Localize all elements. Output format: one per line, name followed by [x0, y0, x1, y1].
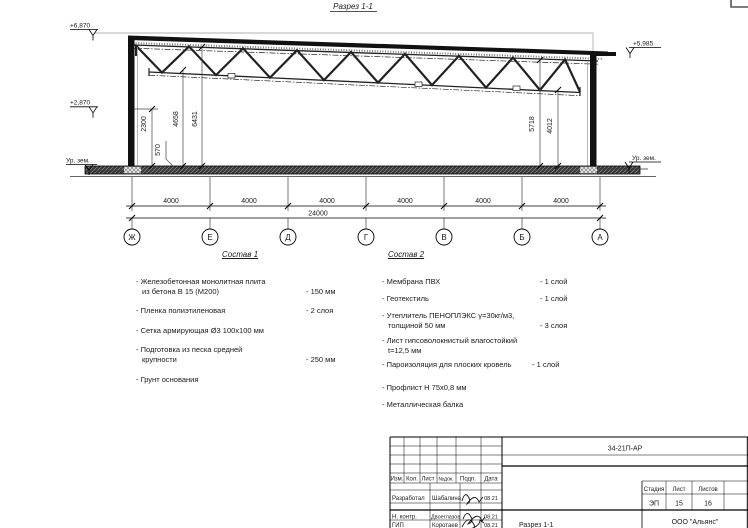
list-item-value: - 1 слой	[532, 360, 560, 369]
list-item-line: - Металлическая балка	[382, 400, 464, 409]
axis-label: Е	[207, 233, 213, 242]
list-item-value: - 150 мм	[306, 286, 336, 296]
axis-label: В	[441, 233, 447, 242]
elevation-label: +6,870	[70, 22, 91, 30]
tb-date: 08.21	[484, 496, 498, 502]
bay-dim-label: 4000	[553, 198, 569, 205]
bay-dim-label: 4000	[397, 198, 413, 205]
list-item-line: - Подготовка из песка средней	[136, 345, 243, 354]
sheet-value: 15	[675, 500, 683, 508]
list-item	[382, 277, 568, 287]
signature	[463, 513, 485, 524]
tb-date: 08.21	[484, 523, 498, 528]
list-item	[382, 400, 463, 410]
composition2-title: Состав 2	[388, 250, 425, 259]
tb-col-data: Дата	[484, 476, 498, 483]
list-item	[136, 306, 334, 316]
axis-label: Д	[285, 233, 291, 242]
list-item	[136, 326, 264, 336]
list-item-line: - Профлист Н 75х0,8 мм	[382, 383, 467, 392]
list-item-value: - 250 мм	[306, 354, 336, 364]
stage-label: Стадия	[643, 487, 665, 493]
elevation-label: +5,985	[633, 40, 654, 48]
elevation-mark-top-left	[70, 23, 98, 41]
titleblock	[390, 437, 748, 528]
list-item-line: - Грунт основания	[136, 375, 199, 384]
bay-dim-label: 4000	[319, 198, 335, 205]
tb-date: 08.21	[484, 514, 498, 521]
floor-slab	[70, 166, 656, 177]
list-item-line: - Лист гипсоволокнистый влагостойкий	[382, 336, 518, 345]
sheet-corner-mark	[731, 0, 748, 7]
list-item	[382, 294, 568, 304]
section-title	[330, 2, 377, 12]
total-dim-label: 24000	[308, 210, 328, 218]
tb-col-headers	[391, 477, 499, 483]
signature	[462, 495, 483, 504]
dim-570-leader	[166, 141, 173, 166]
list-item	[382, 383, 467, 393]
dim-4012: 4012	[547, 118, 554, 134]
tb-signature-rows	[392, 496, 498, 528]
axis-label: А	[597, 233, 603, 242]
bay-dim-label: 4000	[163, 198, 179, 205]
bay-dim-label: 4000	[475, 198, 491, 205]
list-item-value: - 1 слой	[540, 277, 568, 286]
stage-value: ЭП	[648, 500, 660, 508]
list-item	[382, 360, 560, 370]
tb-name: Коротаев	[432, 523, 458, 528]
signatures	[462, 495, 485, 528]
axis-label: Б	[519, 233, 525, 242]
company-name: ООО "Альянс"	[671, 519, 719, 526]
list-item-line: - Утеплитель ПЕНОПЛЭКС γ=30кг/м3,	[382, 311, 515, 320]
list-item-value: - 2 слоя	[306, 306, 334, 315]
tb-name: Двоеглазов	[431, 514, 461, 521]
tb-col-ndok: №док.	[438, 476, 454, 483]
dim-6431: 6431	[192, 111, 199, 127]
composition1-title: Состав 1	[222, 250, 259, 259]
axis-label: Ж	[128, 233, 136, 242]
dimension-ticks	[149, 44, 561, 169]
tb-col-podp: Подп.	[460, 476, 476, 483]
column-left	[128, 36, 135, 168]
tb-stage-headers	[644, 487, 718, 508]
dim-2300: 2300	[141, 116, 148, 132]
list-item-line: толщиной 50 мм	[388, 320, 446, 330]
list-item-value: - 1 слой	[540, 294, 568, 303]
list-item-line: - Железобетонная монолитная плита	[136, 277, 266, 286]
datum-line	[95, 33, 593, 51]
elevation-label: +2,870	[70, 99, 91, 107]
ground-level-label: Ур. зем.	[66, 157, 90, 165]
sheets-value: 16	[704, 500, 712, 508]
vertical-dimensions	[134, 44, 561, 169]
dim-570: 570	[155, 144, 162, 156]
list-item-line: - Геотекстиль	[382, 294, 429, 303]
list-item-value: - 3 слоя	[540, 320, 568, 330]
list-item-line: t=12,5 мм	[388, 345, 422, 355]
tb-col-kol: Кол.	[406, 476, 418, 483]
horizontal-dimensions	[126, 177, 606, 229]
list-item	[382, 311, 568, 330]
tb-role: Разработал	[392, 496, 425, 502]
dim-4658: 4658	[173, 111, 180, 127]
sheets-label: Листов	[698, 487, 718, 493]
tb-name: Шабалина	[432, 496, 461, 502]
tb-drawing-title: Разрез 1-1	[519, 522, 554, 528]
list-item	[136, 277, 336, 296]
axis-extension-lines	[132, 177, 600, 229]
list-item-line: - Пленка полиэтиленовая	[136, 306, 226, 315]
tb-role: ГИП	[392, 523, 404, 528]
elevation-mark-mid-left	[70, 100, 98, 118]
axis-label: Г	[363, 233, 369, 242]
section-title-label: Разрез 1-1	[333, 2, 373, 11]
list-item	[136, 345, 336, 364]
elevation-mark-top-right	[626, 41, 661, 59]
list-item-line: из бетона В 15 (М200)	[142, 286, 220, 296]
bay-dim-label: 4000	[241, 198, 257, 205]
list-item-line: - Сетка армирующая Ø3 100х100 мм	[136, 326, 264, 335]
dim-5718: 5718	[529, 116, 536, 132]
list-item-line: - Мембрана ПВХ	[382, 277, 441, 286]
tb-role: Н. контр.	[392, 514, 417, 521]
axis-bubbles	[124, 229, 608, 245]
list-item-line: крупности	[142, 354, 177, 364]
column-right	[590, 52, 597, 168]
ground-level-label: Ур. зем.	[632, 155, 656, 162]
list-item-line: - Пароизоляция для плоских кровель	[382, 360, 512, 369]
doc-number: 34-21П-АР	[607, 445, 643, 453]
tb-col-izm: Изм.	[390, 476, 404, 483]
list-item	[382, 336, 517, 355]
sheet-label: Лист	[672, 487, 686, 493]
tb-col-list: Лист	[421, 476, 435, 483]
list-item	[136, 375, 198, 385]
signature	[462, 520, 484, 528]
